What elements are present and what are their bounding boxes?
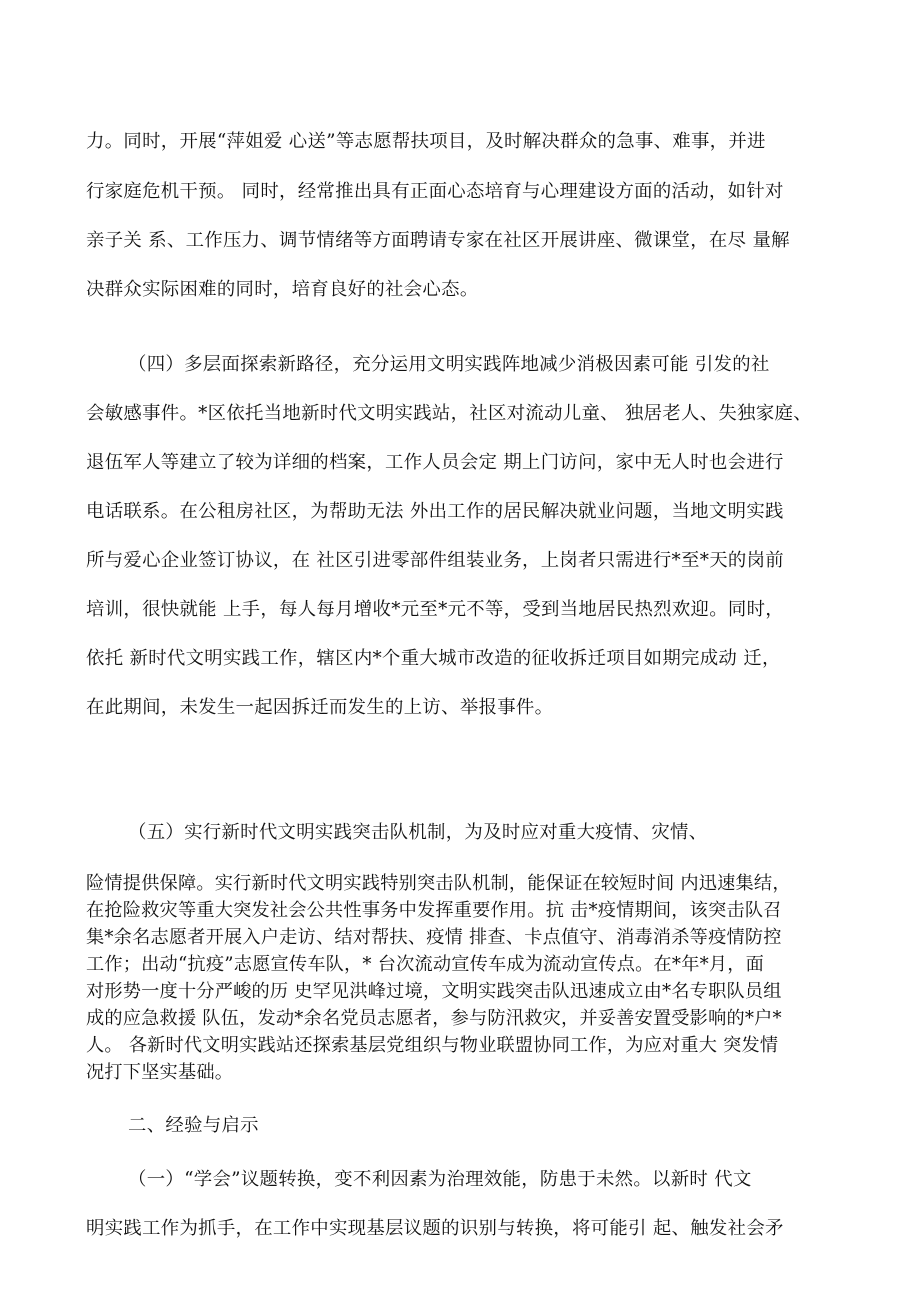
- paragraph-3-heading: （五）实行新时代文明实践突击队机制，为及时应对重大疫情、灾情、: [128, 822, 708, 843]
- paragraph-2-line-8: 在此期间，未发生一起因拆迁而发生的上访、举报事件。: [86, 697, 554, 718]
- paragraph-1-line-3: 亲子关 系、工作压力、调节情绪等方面聘请专家在社区开展讲座、微课堂，在尽 量解: [86, 230, 790, 251]
- paragraph-3-line-2: 在抢险救灾等重大突发社会公共性事务中发挥重要作用。抗 击*疫情期间，该突击队召: [86, 900, 782, 921]
- paragraph-3-line-1: 险情提供保障。实行新时代文明实践特别突击队机制，能保证在较短时间 内迅速集结，: [86, 873, 791, 894]
- paragraph-3-line-6: 成的应急救援 队伍，发动*余名党员志愿者，参与防汛救灾，并妥善安置受影响的*户*: [86, 1008, 782, 1029]
- paragraph-1-line-1: 力。同时，开展“萍姐爱 心送”等志愿帮扶项目，及时解决群众的急事、难事，并进: [86, 131, 766, 152]
- paragraph-2-line-1: （四）多层面探索新路径，充分运用文明实践阵地减少消极因素可能 引发的社: [128, 354, 770, 375]
- paragraph-2-line-2: 会敏感事件。*区依托当地新时代文明实践站，社区对流动儿童、 独居老人、失独家庭、: [86, 403, 812, 424]
- paragraph-3-line-7: 人。 各新时代文明实践站还探索基层党组织与物业联盟协同工作，为应对重大 突发情: [86, 1035, 779, 1056]
- paragraph-2-line-5: 所与爱心企业签订协议，在 社区引进零部件组装业务，上岗者只需进行*至*天的岗前: [86, 550, 784, 571]
- section-heading: 二、经验与启示: [128, 1115, 259, 1136]
- paragraph-3-line-4: 工作；出动“抗疫”志愿宣传车队，* 台次流动宣传车成为流动宣传点。在*年*月，面: [86, 954, 765, 975]
- paragraph-3-line-8: 况打下坚实基础。: [86, 1062, 234, 1083]
- paragraph-2-line-4: 电话联系。在公租房社区，为帮助无法 外出工作的居民解决就业问题，当地文明实践: [86, 501, 784, 522]
- paragraph-4-line-2: 明实践工作为抓手，在工作中实现基层议题的识别与转换，将可能引 起、触发社会矛: [86, 1218, 784, 1239]
- paragraph-3-line-5: 对形势一度十分严峻的历 史罕见洪峰过境，文明实践突击队迅速成立由*名专职队员组: [86, 981, 782, 1002]
- paragraph-2-line-3: 退伍军人等建立了较为详细的档案，工作人员会定 期上门访问，家中无人时也会进行: [86, 452, 784, 473]
- paragraph-4-line-1: （一）“学会”议题转换，变不利因素为治理效能，防患于未然。以新时 代文: [128, 1169, 752, 1190]
- paragraph-1-line-4: 决群众实际困难的同时，培育良好的社会心态。: [86, 279, 479, 300]
- paragraph-2-line-7: 依托 新时代文明实践工作，辖区内*个重大城市改造的征收拆迁项目如期完成动 迁，: [86, 648, 781, 669]
- paragraph-3-line-3: 集*余名志愿者开展入户走访、结对帮扶、疫情 排查、卡点值守、消毒消杀等疫情防控: [86, 927, 782, 948]
- paragraph-1-line-2: 行家庭危机干预。 同时，经常推出具有正面心态培育与心理建设方面的活动，如针对: [86, 181, 784, 202]
- paragraph-2-line-6: 培训，很快就能 上手，每人每月增收*元至*元不等，受到当地居民热烈欢迎。同时，: [86, 599, 784, 620]
